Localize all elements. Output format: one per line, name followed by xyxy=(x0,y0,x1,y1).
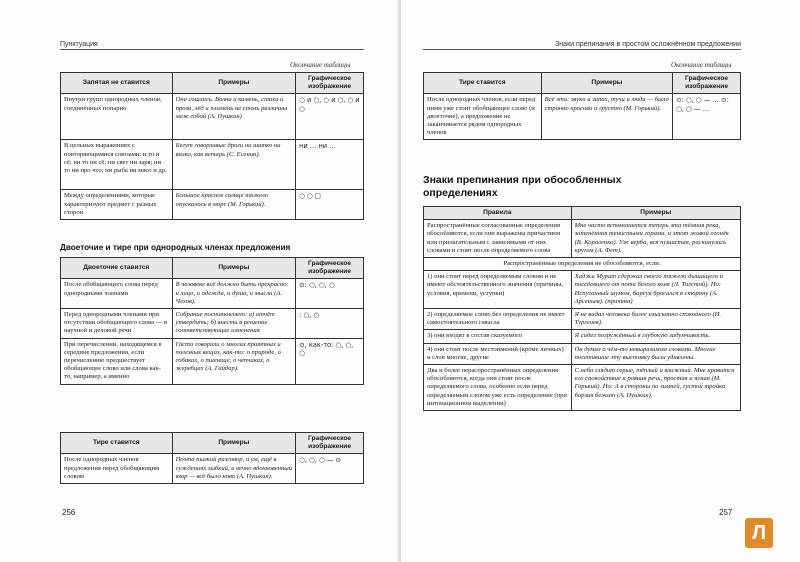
right-running-head: Знаки препинания в простом осложнённом предложении xyxy=(423,41,741,50)
table-header: Примеры xyxy=(172,433,296,454)
right-page xyxy=(401,0,800,562)
right-continuation-label: Окончание таблицы xyxy=(671,61,732,69)
left-running-head: Пунктуация xyxy=(60,41,364,50)
table-cell: После однородных членов, если перед ними уже стоит обобщающее слово (и двоеточие), а предложение не заканчивается рядом однородных членов xyxy=(424,94,542,140)
table-cell: : ○, ○ xyxy=(296,309,364,339)
table-cell: В цельных выражениях с повторяющимися союзами: и то и сё; ни то ни сё; ни свет ни заря; ни то ни про что; ни рыба ни мясо и др. xyxy=(61,140,173,190)
table-header: Примеры xyxy=(571,207,740,220)
table-cell: Бегут говорливые дроги ни шатко ни валко, как ветарь (С. Есенин). xyxy=(172,140,295,190)
table-header: Графическое изображение xyxy=(296,258,364,279)
table-header: Тире ставится xyxy=(61,433,173,454)
table-cell: 1) они стоят перед определяемым словом и не имеют обстоятельственного значения (причины, условия, времени, уступки) xyxy=(424,271,572,309)
table-header: Тире ставится xyxy=(424,73,542,94)
table-cell: Гости говорили о многих приятных и полезных вещах, как-то: о природе, о собаках, о пшенице, о чепчиках, о жеребцах (А. Гайдар). xyxy=(172,338,296,384)
table-header: Примеры xyxy=(172,73,295,94)
table-cell: Я сидел погружённый в глубокую задумчивость. xyxy=(571,330,740,343)
table-cell: ○, ○, ○ — ⊙ xyxy=(296,454,364,484)
table-cell: Поэта пылкий разговор, и ум, ещё в суждениях зыбкий, и вечно вдохновенный взор — всё было ново (А. Пушкин). xyxy=(172,454,296,484)
table-cell: ⊙: ○, ○ — … ⊙: ○, ○ — … xyxy=(673,94,741,140)
left-page xyxy=(0,0,399,562)
table-cell: Я не видал человека более изысканно спокойного (И. Тургенев). xyxy=(571,309,740,330)
table-cell: Мне часто вспоминается теперь эта тёмная река, затенённая тенистыми горами, и этот живой огонёк (В. Короленко). Уж верба, вся пушистая, раскинулась кругом (А. Фет). xyxy=(571,220,740,258)
table-cell: 2) определяемое слово без определения не имеет самостоятельного смысла xyxy=(424,309,572,330)
right-table-definitions xyxy=(423,206,741,411)
right-page-number: 257 xyxy=(719,508,733,517)
table-header: Запятая не ставится xyxy=(61,73,173,94)
table-cell: Хаджи Мурат сдержал своего тяжело дышащего и поседевшего от пота белого коня (Л. Толстой). Но: Испуганный шумом, барсук бросился в сторону (А. Арсеньев). (причина) xyxy=(571,271,740,309)
table-cell: ни … ни … xyxy=(296,140,364,190)
right-section-title: Знаки препинания при обособленных определениях xyxy=(423,174,622,199)
table-header: Правила xyxy=(424,207,572,220)
table-cell: В человеке всё должно быть прекрасно: и лицо, и одежда, и душа, и мысли (А. Чехов). xyxy=(172,279,296,309)
table-cell: Между определениями, которые характеризуют предмет с разных сторон xyxy=(61,190,173,220)
left-table-colon xyxy=(60,257,364,385)
table-cell: ○ и ○, ○ и ○, ○ и ○ xyxy=(296,94,364,140)
left-continuation-label: Окончание таблицы xyxy=(290,61,351,69)
table-header: Графическое изображение xyxy=(296,73,364,94)
table-cell: Распространённые определения не обособляются, если: xyxy=(424,258,741,271)
table-cell: С неба глядит серые, тёплый и влажный. Мне нравится его спокойствие и ровная речь, простая и ясная (М. Горький). Но: А в стороны по зимней, густой тройка борзая бежит (А. Пушкин). xyxy=(571,365,740,411)
table-cell: После обобщающего слова перед однородными членами xyxy=(61,279,173,309)
table-cell: Он думал о чём-то невыразимом словами. Многие посетившие эту выставку были удивлены. xyxy=(571,343,740,364)
left-table-dash xyxy=(60,432,364,484)
table-cell: Перед однородными членами при отсутствии обобщающего слова — в научной и деловой речи xyxy=(61,309,173,339)
table-cell: Распространённые согласованные определения обособляются, если они выражены причастием или прилагательным с зависимыми от них словами и стоят после определяемого слова xyxy=(424,220,572,258)
table-header: Графическое изображение xyxy=(673,73,741,94)
table-cell: Большое красное солнце тяжело опускалось в море (М. Горький). xyxy=(172,190,295,220)
table-cell: Всё это: звуки и запах, тучи и люди — было странно красиво и грустно (М. Горький). xyxy=(541,94,672,140)
table-cell: Два и более нераспространённых определения обособляются, когда они стоят после определяемого слова, особенно если перед определяемым словом уже есть определение (при интонационном выделении) xyxy=(424,365,572,411)
table-header: Примеры xyxy=(172,258,296,279)
table-cell: Они сошлись. Волна и камень, стихи и проза, лёд и пламень не столь различны меж собой (А. Пушкин) xyxy=(172,94,295,140)
table-header: Примеры xyxy=(541,73,672,94)
table-cell: После однородных членов предложения перед обобщающим словом xyxy=(61,454,173,484)
table-cell: 4) они стоят после местоимений (кроме личных) и слов многие, другие xyxy=(424,343,572,364)
left-table-comma xyxy=(60,72,364,220)
table-cell: Собрание постановляет: а) отчёт утвердить; б) внести в решение соответствующие изменения xyxy=(172,309,296,339)
table-cell: При перечислении, находящемся в середине предложения, если перечислению предшествует обобщающее слово или слова как-то, например, а именно xyxy=(61,338,173,384)
table-cell: ⊙: ○, ○, ○ xyxy=(296,279,364,309)
table-cell: Внутри групп однородных членов, соединённых попарно xyxy=(61,94,173,140)
table-cell: ⊙, как-то: ○, ○, ○ xyxy=(296,338,364,384)
table-header: Двоеточие ставится xyxy=(61,258,173,279)
publisher-logo-icon: Л xyxy=(745,518,773,548)
right-table-dash xyxy=(423,72,741,140)
left-page-number: 256 xyxy=(62,508,76,517)
left-section-title: Двоеточие и тире при однородных членах предложения xyxy=(60,243,291,252)
table-cell: 3) они входят в состав сказуемого xyxy=(424,330,572,343)
table-header: Графическое изображение xyxy=(296,433,364,454)
table-cell: ○ ○ □ xyxy=(296,190,364,220)
